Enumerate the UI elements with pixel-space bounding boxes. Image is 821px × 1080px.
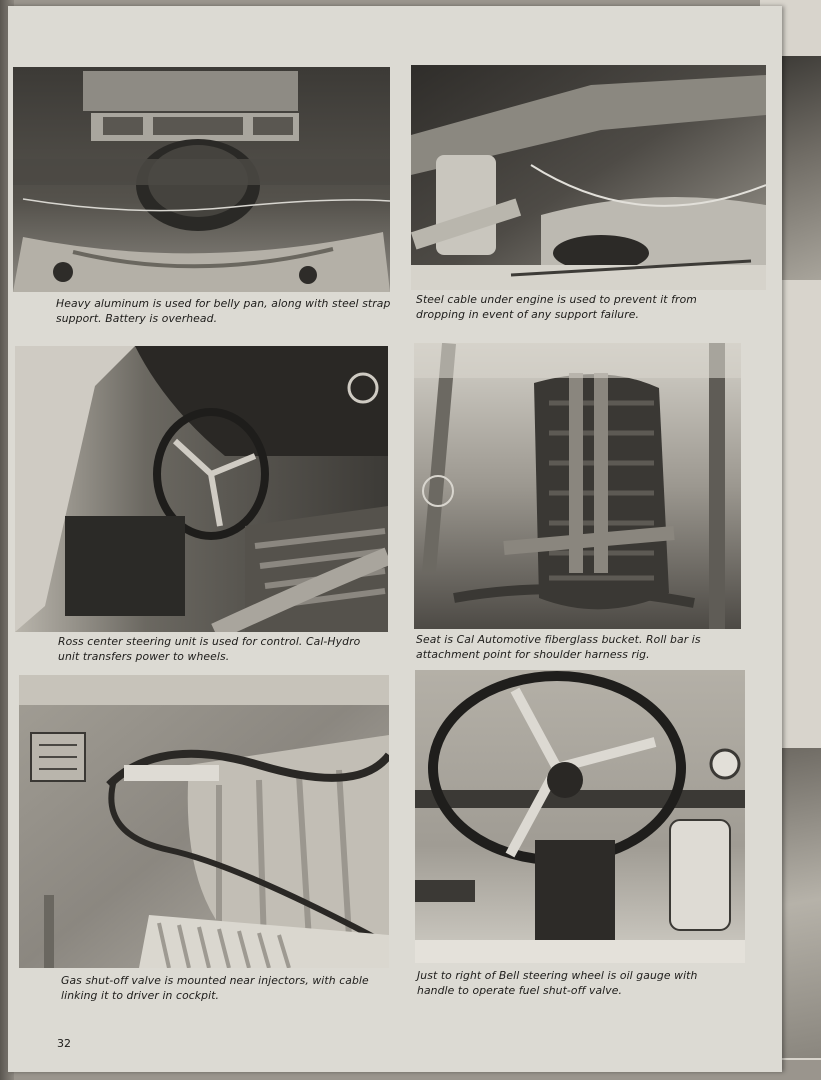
magazine-page	[8, 6, 782, 1072]
photo-steel-cable	[411, 65, 766, 290]
caption-belly-pan: Heavy aluminum is used for belly pan, along with steel strap support. Battery is overhead.	[56, 297, 391, 325]
caption-steel-cable: Steel cable under engine is used to prevent it from dropping in event of any support failure.	[416, 293, 697, 321]
photo-ross-steering	[15, 346, 388, 632]
caption-bucket-seat: Seat is Cal Automotive fiberglass bucket. Roll bar is attachment point for shoulder harness rig.	[416, 633, 701, 661]
caption-bell-steering: Just to right of Bell steering wheel is oil gauge with handle to operate fuel shut-off valve.	[417, 969, 698, 997]
page-number: 32	[57, 1037, 71, 1050]
photo-gas-shutoff	[19, 675, 389, 968]
caption-gas-shutoff: Gas shut-off valve is mounted near injectors, with cable linking it to driver in cockpit.	[61, 974, 369, 1002]
photo-bell-steering	[415, 670, 745, 963]
photo-bucket-seat	[414, 343, 741, 629]
photo-belly-pan	[13, 67, 390, 292]
caption-ross-steering: Ross center steering unit is used for control. Cal-Hydro unit transfers power to wheels.	[58, 635, 361, 663]
